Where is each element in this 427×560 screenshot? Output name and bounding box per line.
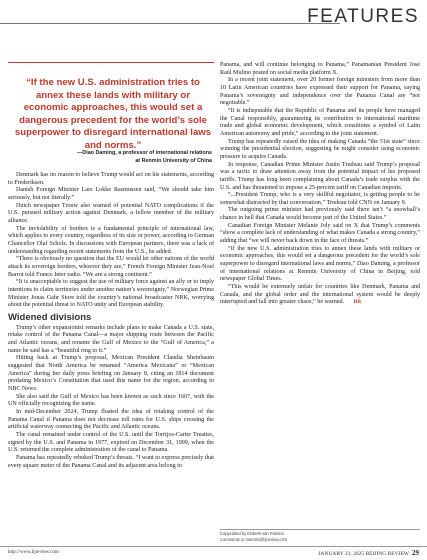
paragraph: In response, Canadian Prime Minister Justin Trudeau said Trump’s proposal was a tactic to draw attention away from the potential impact of his proposed tariffs. Trump has long been complaining about Canada’s trade surplus with the U.S. and has threatened to impose a 25-percent tariff on Canadian imports. bbox=[220, 161, 420, 191]
paragraph: Panama has repeatedly rebuked Trump’s threats. “I want to express precisely that every square meter of the Panama Canal and its adjacent area belong to bbox=[8, 454, 214, 469]
attribution-line-1: —Diao Daming, a professor of international relations bbox=[76, 150, 212, 156]
paragraph: She also said the Gulf of Mexico has been known as such since 1607, with the UN officially recognizing the name. bbox=[8, 393, 214, 408]
paragraph: “If the new U.S. administration tries to annex these lands with military or economic approaches, this would set a dangerous precedent for the world’s sole superpower to disregard international laws and norms,” Diao Daming, a professor of international relations at Renmin University of China in Beijing, told newspaper Global Times. bbox=[220, 245, 420, 283]
footer-issue bbox=[318, 549, 419, 557]
pull-quote-text: “If the new U.S. administration tries to annex these lands with military or economic approaches, this would set a dangerous precedent for the world’s sole superpower to disregard international laws and norms.” bbox=[14, 77, 212, 151]
paragraph: The inviolability of borders is a fundamental principle of international law, which applies to every country, regardless of its size or power, according to German Chancellor Olaf Scholz. In discussions with European partners, there was a lack of understanding regarding recent statements from the U.S., he added. bbox=[8, 225, 214, 255]
paragraph: The canal remained under control of the U.S. until the Torrijos-Carter Treaties, signed by the U.S. and Panama in 1977, expired on December 31, 1999, when the U.S. returned the complete administration of the canal to Panama. bbox=[8, 432, 214, 454]
paragraph: Panama, and will continue belonging to Panama,” Panamanian President José Raúl Mulino posted on social media platform X. bbox=[220, 62, 420, 76]
pull-quote bbox=[8, 62, 214, 165]
right-column bbox=[220, 62, 420, 307]
attribution-line-2: at Renmin University of China bbox=[135, 157, 212, 164]
issue-line: JANUARY 23, 2025 BEIJING REVIEW bbox=[318, 551, 409, 557]
page-number: 29 bbox=[412, 549, 419, 557]
paragraph: Trump has repeatedly raised the idea of making Canada “the 51st state” since winning the presidential election, suggesting he might consider using economic pressure to acquire Canada. bbox=[220, 138, 420, 160]
header-rule bbox=[0, 23, 340, 24]
footer-rule bbox=[0, 546, 427, 547]
paragraph: Trump’s other expansionist remarks include plans to make Canada a U.S. state, retake control of the Panama Canal—a major shipping route between the Pacific and Atlantic oceans, and rename the Gulf of Mexico to the “Gulf of America,” a name he said has a “beautiful ring to it.” bbox=[8, 324, 214, 354]
paragraph: In a recent joint statement, over 20 former foreign ministers from more than 10 Latin American countries have expressed their support for Panama, saying Panama’s sovereignty and independence over the Panama Canal are “not negotiable.” bbox=[220, 77, 420, 107]
closing-paragraph-text: “This would be extremely unfair for countries like Denmark, Panama and Canada, and the global order and the international system would be deeply interrupted and fall into greater chaos,” he warned. bbox=[220, 284, 420, 306]
footer-url: http://www.bjreview.com bbox=[8, 550, 59, 555]
paragraph bbox=[220, 284, 420, 307]
copyedit-credit: Copyedited by Elsbeth van Paridon bbox=[220, 531, 284, 536]
section-label: FEATURES bbox=[307, 6, 419, 27]
paragraph: Danish Foreign Minister Lars Lokke Rasmussen said, “We should take him seriously, but not literally.” bbox=[8, 187, 214, 201]
paragraph: “It is unacceptable to suggest the use of military force against an ally or to imply intentions to claim territories under another nation’s sovereignty,” Norwegian Prime Minister Jonas Gahr Store told the country’s national broadcaster NRK, worrying about the potential threat to NATO unity and European stability. bbox=[8, 279, 214, 309]
comments-contact: Comments to marmin@bjreview.com bbox=[220, 537, 287, 542]
paragraph: Denmark has no reason to believe Trump would act on his statements, according to Frederiksen. bbox=[8, 172, 214, 186]
left-column bbox=[8, 172, 214, 470]
paragraph: The outgoing prime minister had previously said there isn’t “a snowball’s chance in hell that Canada would become part of the United States.” bbox=[220, 207, 420, 222]
paragraph: “It is indisputable that the Republic of Panama and its people have managed the Canal responsibly, guaranteeing its contribution to international maritime trade and global economic development, which constitutes a symbol of Latin American autonomy and pride,” according to the joint statement. bbox=[220, 107, 420, 137]
subheading: Widened divisions bbox=[8, 311, 92, 323]
credits bbox=[220, 531, 420, 543]
pull-quote-attribution bbox=[12, 150, 212, 165]
paragraph: “...President Trump, who is a very skillful negotiator, is getting people to be somewhat distracted by that conversation,” Trudeau told CNN on January 9. bbox=[220, 192, 420, 206]
paragraph: Canadian Foreign Minister Melanie Joly said on X that Trump’s comments “show a complete lack of understanding of what makes Canada a strong country,” adding that “we will never back down in the face of threats.” bbox=[220, 222, 420, 245]
end-mark: BR bbox=[353, 299, 362, 306]
credits-rule bbox=[220, 529, 420, 530]
paragraph: Dutch newspaper Trouw also warned of potential NATO complications if the U.S. pursued military action against Denmark, a fellow member of the military alliance. bbox=[8, 202, 214, 224]
paragraph: In mid-December 2024, Trump floated the idea of retaking control of the Panama Canal if Panama does not decrease toll rates for U.S. ships crossing the artificial waterway connecting the Pacific and Atlantic oceans. bbox=[8, 409, 214, 431]
paragraph: Hitting back at Trump’s proposal, Mexican President Claudia Sheinbaum suggested that North America be renamed “America Mexicana” or “Mexican America” during her daily press briefing on January 8, citing an 1814 document predating Mexico’s Constitution that used this name for the region, according to NBC News. bbox=[8, 355, 214, 393]
paragraph: “There is obviously no question that the EU would let other nations of the world attack its sovereign borders, whoever they are,” French Foreign Minister Jean-Noel Barrot told France Inter radio. “We are a strong continent.” bbox=[8, 256, 214, 278]
